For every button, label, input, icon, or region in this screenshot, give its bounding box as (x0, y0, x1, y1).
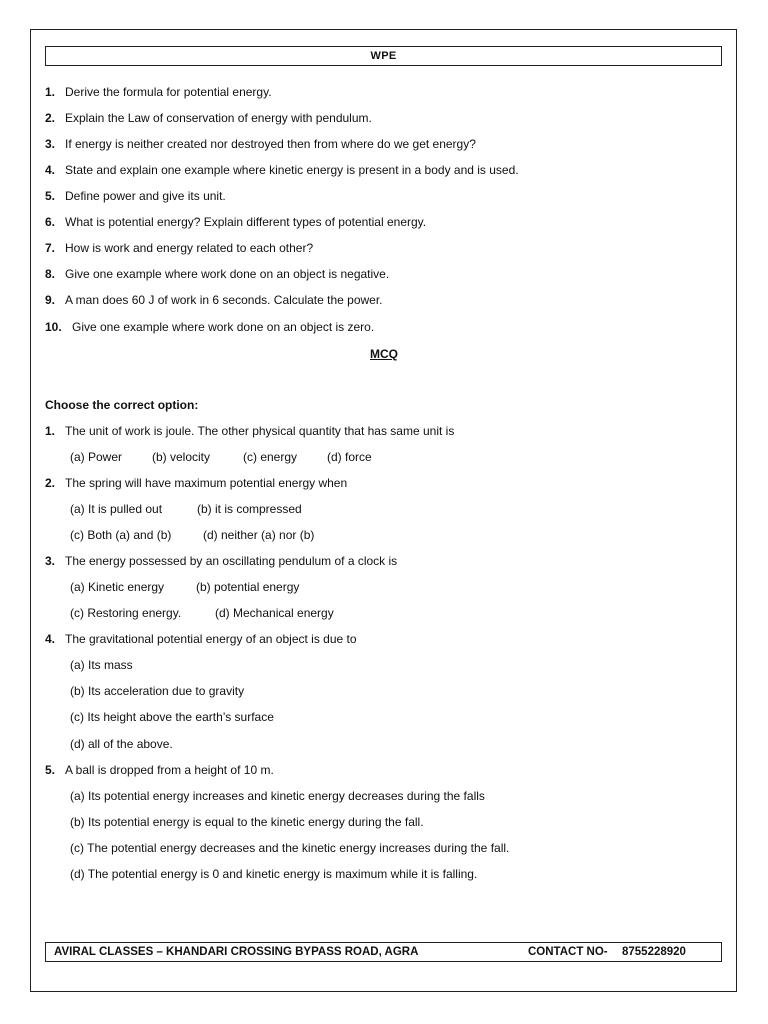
mcq-option: (b) it is compressed (197, 502, 302, 516)
mcq-option: (c) Its height above the earth’s surface (70, 710, 274, 724)
mcq-options (70, 528, 314, 542)
mcq-options (70, 502, 302, 516)
mcq-option: (d) The potential energy is 0 and kinetic energy is maximum while it is falling. (70, 867, 478, 881)
mcq-option: (d) neither (a) nor (b) (203, 528, 315, 542)
wpe-question: 10. Give one example where work done on an object is zero. (45, 320, 375, 334)
mcq-options (70, 606, 334, 620)
wpe-question: 6. What is potential energy? Explain different types of potential energy. (45, 215, 427, 229)
wpe-question: 1. Derive the formula for potential energy. (45, 85, 272, 99)
mcq-question: 2. The spring will have maximum potential energy when (45, 476, 348, 490)
footer-contact-label: CONTACT NO- (528, 946, 608, 958)
mcq-option: (c) energy (243, 450, 298, 464)
wpe-question: 3. If energy is neither created nor destroyed then from where do we get energy? (45, 137, 476, 151)
wpe-question: 2. Explain the Law of conservation of energy with pendulum. (45, 111, 372, 125)
mcq-question: 4. The gravitational potential energy of an object is due to (45, 632, 357, 646)
mcq-option: (b) Its acceleration due to gravity (70, 684, 245, 698)
footer-phone: 8755228920 (622, 946, 686, 958)
mcq-option: (d) force (327, 450, 372, 464)
mcq-option: (a) Power (70, 450, 123, 464)
page-title: WPE (45, 46, 722, 66)
mcq-heading: MCQ (370, 347, 398, 361)
mcq-option: (a) It is pulled out (70, 502, 163, 516)
mcq-option: (a) Its potential energy increases and kinetic energy decreases during the falls (70, 789, 485, 803)
wpe-question: 7. How is work and energy related to each other? (45, 241, 314, 255)
mcq-option: (c) Restoring energy. (70, 606, 182, 620)
wpe-question: 9. A man does 60 J of work in 6 seconds. Calculate the power. (45, 293, 383, 307)
mcq-options (70, 580, 299, 594)
mcq-option: (c) Both (a) and (b) (70, 528, 172, 542)
mcq-option: (d) Mechanical energy (215, 606, 334, 620)
mcq-option: (b) Its potential energy is equal to the kinetic energy during the fall. (70, 815, 424, 829)
mcq-option: (a) Kinetic energy (70, 580, 165, 594)
wpe-question: 5. Define power and give its unit. (45, 189, 226, 203)
mcq-option: (c) The potential energy decreases and the kinetic energy increases during the fall. (70, 841, 510, 855)
mcq-question: 1. The unit of work is joule. The other physical quantity that has same unit is (45, 424, 455, 438)
mcq-options (70, 450, 372, 464)
mcq-option: (d) all of the above. (70, 737, 173, 751)
mcq-option: (a) Its mass (70, 658, 133, 672)
wpe-question: 4. State and explain one example where kinetic energy is present in a body and is used. (45, 163, 519, 177)
mcq-option: (b) velocity (152, 450, 211, 464)
wpe-question: 8. Give one example where work done on an object is negative. (45, 267, 390, 281)
footer-institute: AVIRAL CLASSES – KHANDARI CROSSING BYPASS ROAD, AGRA (54, 946, 419, 958)
mcq-question: 5. A ball is dropped from a height of 10 m. (45, 763, 274, 777)
mcq-instruction: Choose the correct option: (45, 398, 199, 412)
footer (45, 942, 722, 962)
mcq-question: 3. The energy possessed by an oscillating pendulum of a clock is (45, 554, 398, 568)
mcq-option: (b) potential energy (196, 580, 300, 594)
